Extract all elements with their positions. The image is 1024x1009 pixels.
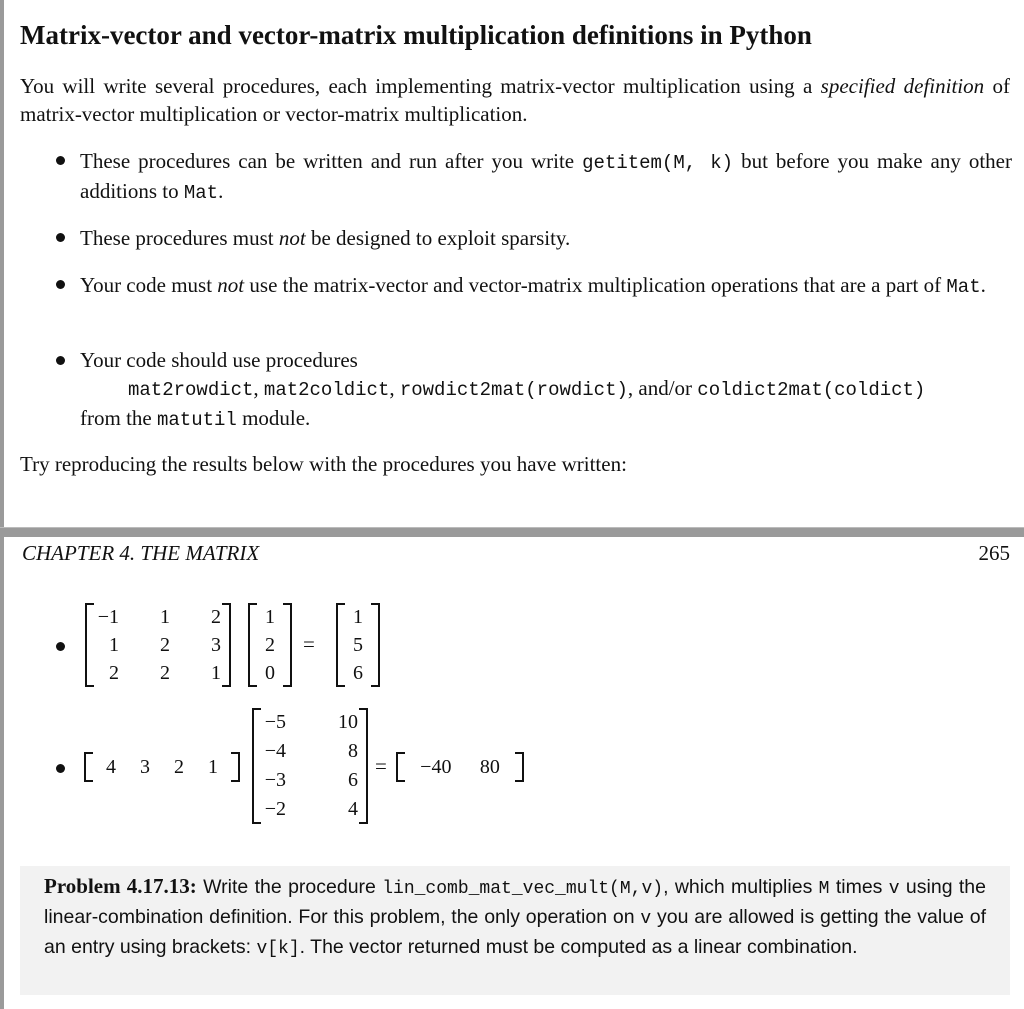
matrix-M2: −5 10 −4 8 −3 6 −2 4 [252,708,368,824]
vector-v1: 1 2 0 [248,603,292,687]
result-vector-2: −40 80 [396,752,524,782]
result-vector-1: 1 5 6 [336,603,380,687]
bullet-icon [56,233,65,242]
page-number: 265 [978,541,1010,565]
equals-sign: = [375,754,387,778]
section-title: Matrix-vector and vector-matrix multiplication definitions in Python [20,20,812,50]
bullet-icon [56,156,65,165]
try-text: Try reproducing the results below with the procedures you have written: [20,452,627,476]
bullet-icon [56,642,65,651]
equals-sign: = [303,632,315,656]
chapter-header: CHAPTER 4. THE MATRIX [22,541,260,565]
bullet-3: Your code must not use the matrix-vector and vector-matrix multiplication operations that are a part of Mat. [80,273,986,298]
bullet-4: Your code should use procedures mat2rowdict, mat2coldict, rowdict2mat(rowdict), and/or coldict2mat(coldict) from the matutil module. [80,348,926,431]
bullet-1: These procedures can be written and run after you write getitem(M, k) but before you make any other additions to Mat. [80,149,1012,204]
bullet-2: These procedures must not be designed to exploit sparsity. [80,226,571,250]
problem-box: Problem 4.17.13: Write the procedure lin_comb_mat_vec_mult(M,v), which multiplies M times v using the linear-combination definition. For this problem, the only operation on v you are allowed is getting the value of an entry using brackets: v[k]. The vector returned must be computed as a linear combination. [20,866,1010,995]
bullet-icon [56,356,65,365]
intro-paragraph: You will write several procedures, each implementing matrix-vector multiplication using a specified definition of matrix-vector multiplication or vector-matrix multiplication. [20,74,1011,126]
row-vector-v2: 4 3 2 1 [84,752,240,782]
bullet-icon [56,764,65,773]
matrix-M1: −1 1 2 1 2 3 2 2 1 [85,603,231,687]
bullet-icon [56,280,65,289]
